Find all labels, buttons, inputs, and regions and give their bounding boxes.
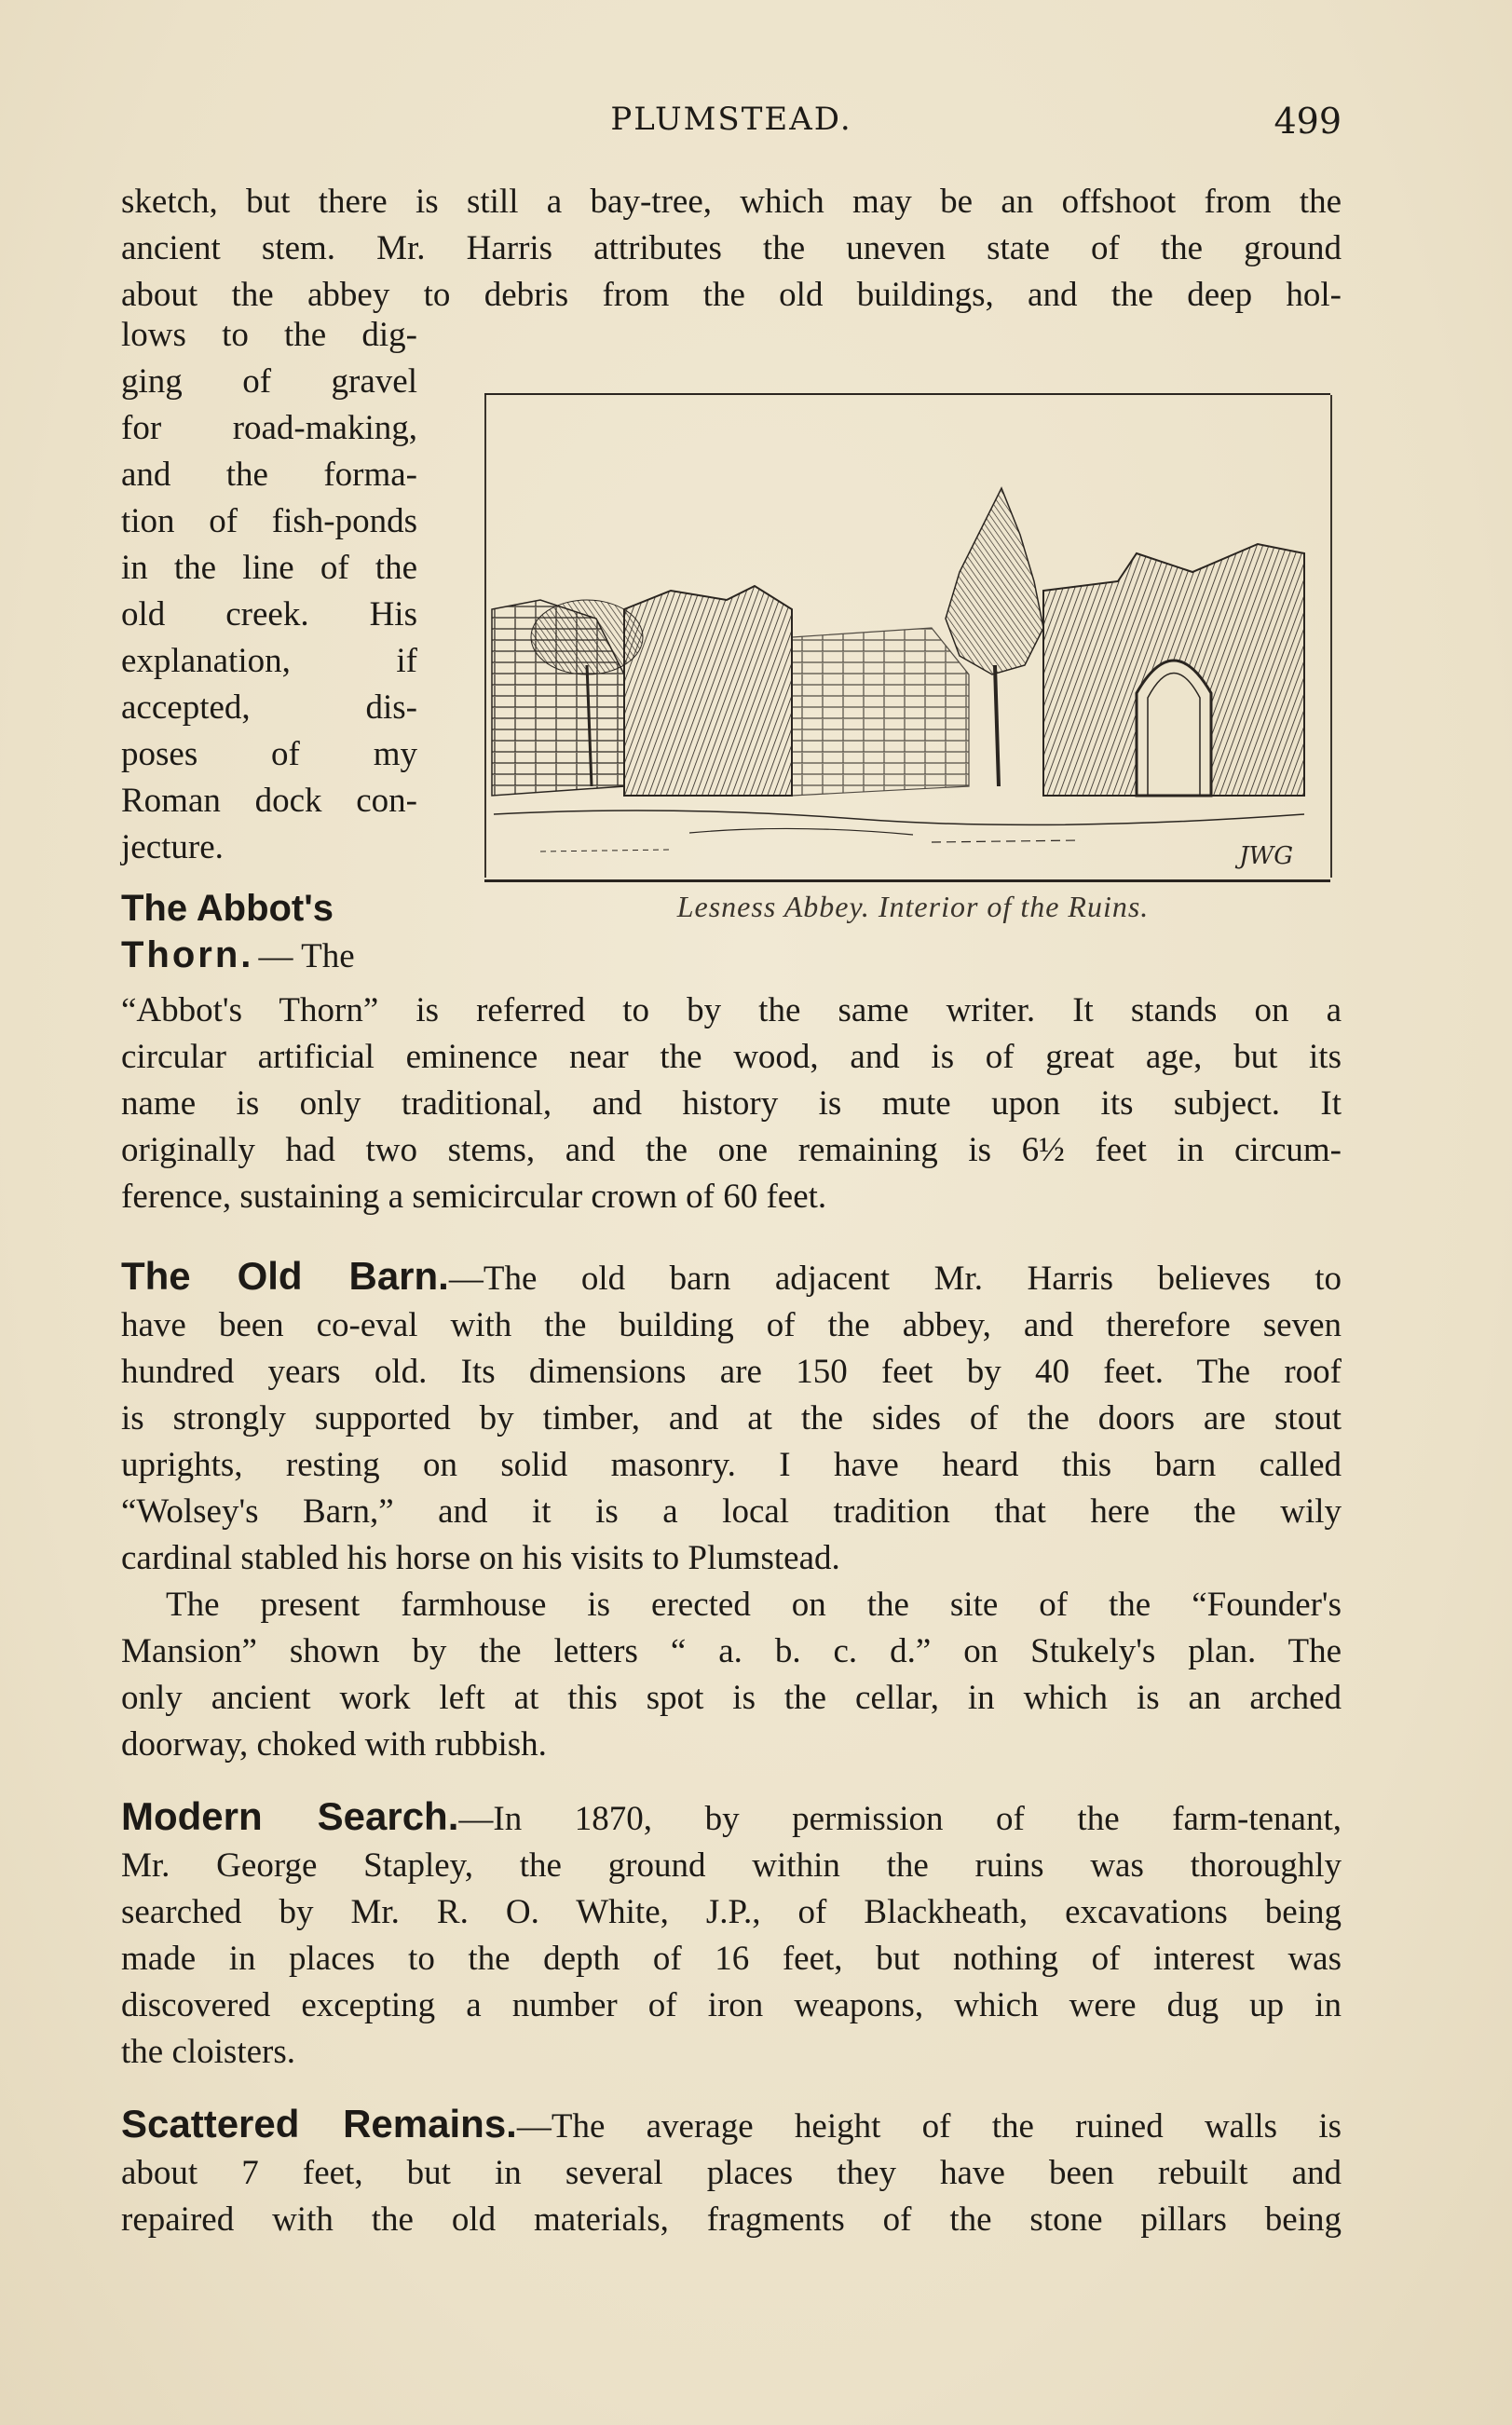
intro-paragraph (121, 179, 1342, 319)
text-line: hundred years old. Its dimensions are 150 feet by 40 feet. The roof (121, 1353, 1342, 1391)
section-heading: The Old Barn. (121, 1254, 449, 1298)
text-line (121, 1793, 1342, 1843)
text-line: accepted, dis- (121, 688, 417, 727)
text-line: “Abbot's Thorn” is referred to by the same writer. It stands on a (121, 991, 1342, 1029)
section-heading: Scattered Remains. (121, 2102, 517, 2146)
abbey-ruins-illustration (484, 395, 1328, 878)
text-line: repaired with the old materials, fragments of the stone pillars being (121, 2200, 1342, 2239)
text-line: “Wolsey's Barn,” and it is a local tradition that here the wily (121, 1492, 1342, 1531)
text-line: name is only traditional, and history is mute upon its subject. It (121, 1084, 1342, 1123)
text-line: sketch, but there is still a bay-tree, which may be an offshoot from the (121, 183, 1342, 221)
text-line: ference, sustaining a semicircular crown of 60 feet. (121, 1178, 827, 1216)
text-line: Mansion” shown by the letters “ a. b. c. d.” on Stukely's plan. The (121, 1632, 1342, 1670)
text-line: cardinal stabled his horse on his visits to Plumstead. (121, 1539, 840, 1577)
text-line: uprights, resting on solid masonry. I have heard this barn called (121, 1446, 1342, 1484)
text-line: poses of my (121, 735, 417, 773)
text-line: tion of fish-ponds (121, 502, 417, 540)
running-head (121, 101, 1342, 147)
section-heading-line2 (121, 932, 456, 986)
text-line: jecture. (121, 828, 224, 866)
text-line: discovered excepting a number of iron weapons, which were dug up in (121, 1986, 1342, 2024)
text-line: for road-making, (121, 409, 417, 447)
text-line: Roman dock con- (121, 782, 417, 820)
text-line: searched by Mr. R. O. White, J.P., of Blackheath, excavations being (121, 1893, 1342, 1931)
text-line: have been co-eval with the building of the abbey, and therefore seven (121, 1306, 1342, 1344)
text-line: originally had two stems, and the one remaining is 6½ feet in circum- (121, 1131, 1342, 1169)
text-line (121, 1253, 1342, 1302)
text-fragment: —The average height of the ruined walls is (516, 2107, 1342, 2146)
artist-signature: JWG (1239, 842, 1293, 870)
section-heading: Thorn. (121, 934, 254, 975)
text-line: and the forma- (121, 456, 417, 494)
text-line: about 7 feet, but in several places they have been rebuilt and (121, 2154, 1342, 2192)
text-fragment: — The (258, 937, 355, 975)
text-line: ging of gravel (121, 362, 417, 401)
text-line: is strongly supported by timber, and at the sides of the doors are stout (121, 1399, 1342, 1437)
running-title: PLUMSTEAD. (610, 101, 852, 138)
text-line: explanation, if (121, 642, 417, 680)
scattered-remains-section (121, 2101, 1342, 2243)
column-text (121, 312, 417, 871)
abbots-thorn-heading (121, 885, 456, 986)
text-line: old creek. His (121, 595, 417, 633)
text-line: Mr. George Stapley, the ground within the ruins was thoroughly (121, 1846, 1342, 1885)
text-line: ancient stem. Mr. Harris attributes the uneven state of the ground (121, 229, 1342, 267)
section-heading: The Abbot's (121, 888, 334, 929)
text-line: doorway, choked with rubbish. (121, 1725, 547, 1764)
text-line: about the abbey to debris from the old buildings, and the deep hol- (121, 276, 1342, 314)
text-line: made in places to the depth of 16 feet, but nothing of interest was (121, 1940, 1342, 1978)
abbots-thorn-paragraph (121, 988, 1342, 1220)
page-number: 499 (1274, 101, 1342, 142)
text-line: in the line of the (121, 549, 417, 587)
engraving-figure (484, 393, 1330, 882)
figure-caption: Lesness Abbey. Interior of the Ruins. (676, 890, 1150, 923)
text-line: The present farmhouse is erected on the site of the “Founder's (166, 1586, 1342, 1624)
text-line: only ancient work left at this spot is the cellar, in which is an arched (121, 1679, 1342, 1717)
old-barn-section (121, 1253, 1342, 1768)
text-fragment: —The old barn adjacent Mr. Harris believes to (448, 1260, 1342, 1298)
text-line: lows to the dig- (121, 316, 417, 354)
text-line (121, 2101, 1342, 2150)
section-heading: Modern Search. (121, 1794, 459, 1838)
text-line: the cloisters. (121, 2033, 296, 2071)
modern-search-section (121, 1793, 1342, 2076)
text-line: circular artificial eminence near the wood, and is of great age, but its (121, 1038, 1342, 1076)
text-fragment: —In 1870, by permission of the farm-tenant, (458, 1800, 1342, 1838)
